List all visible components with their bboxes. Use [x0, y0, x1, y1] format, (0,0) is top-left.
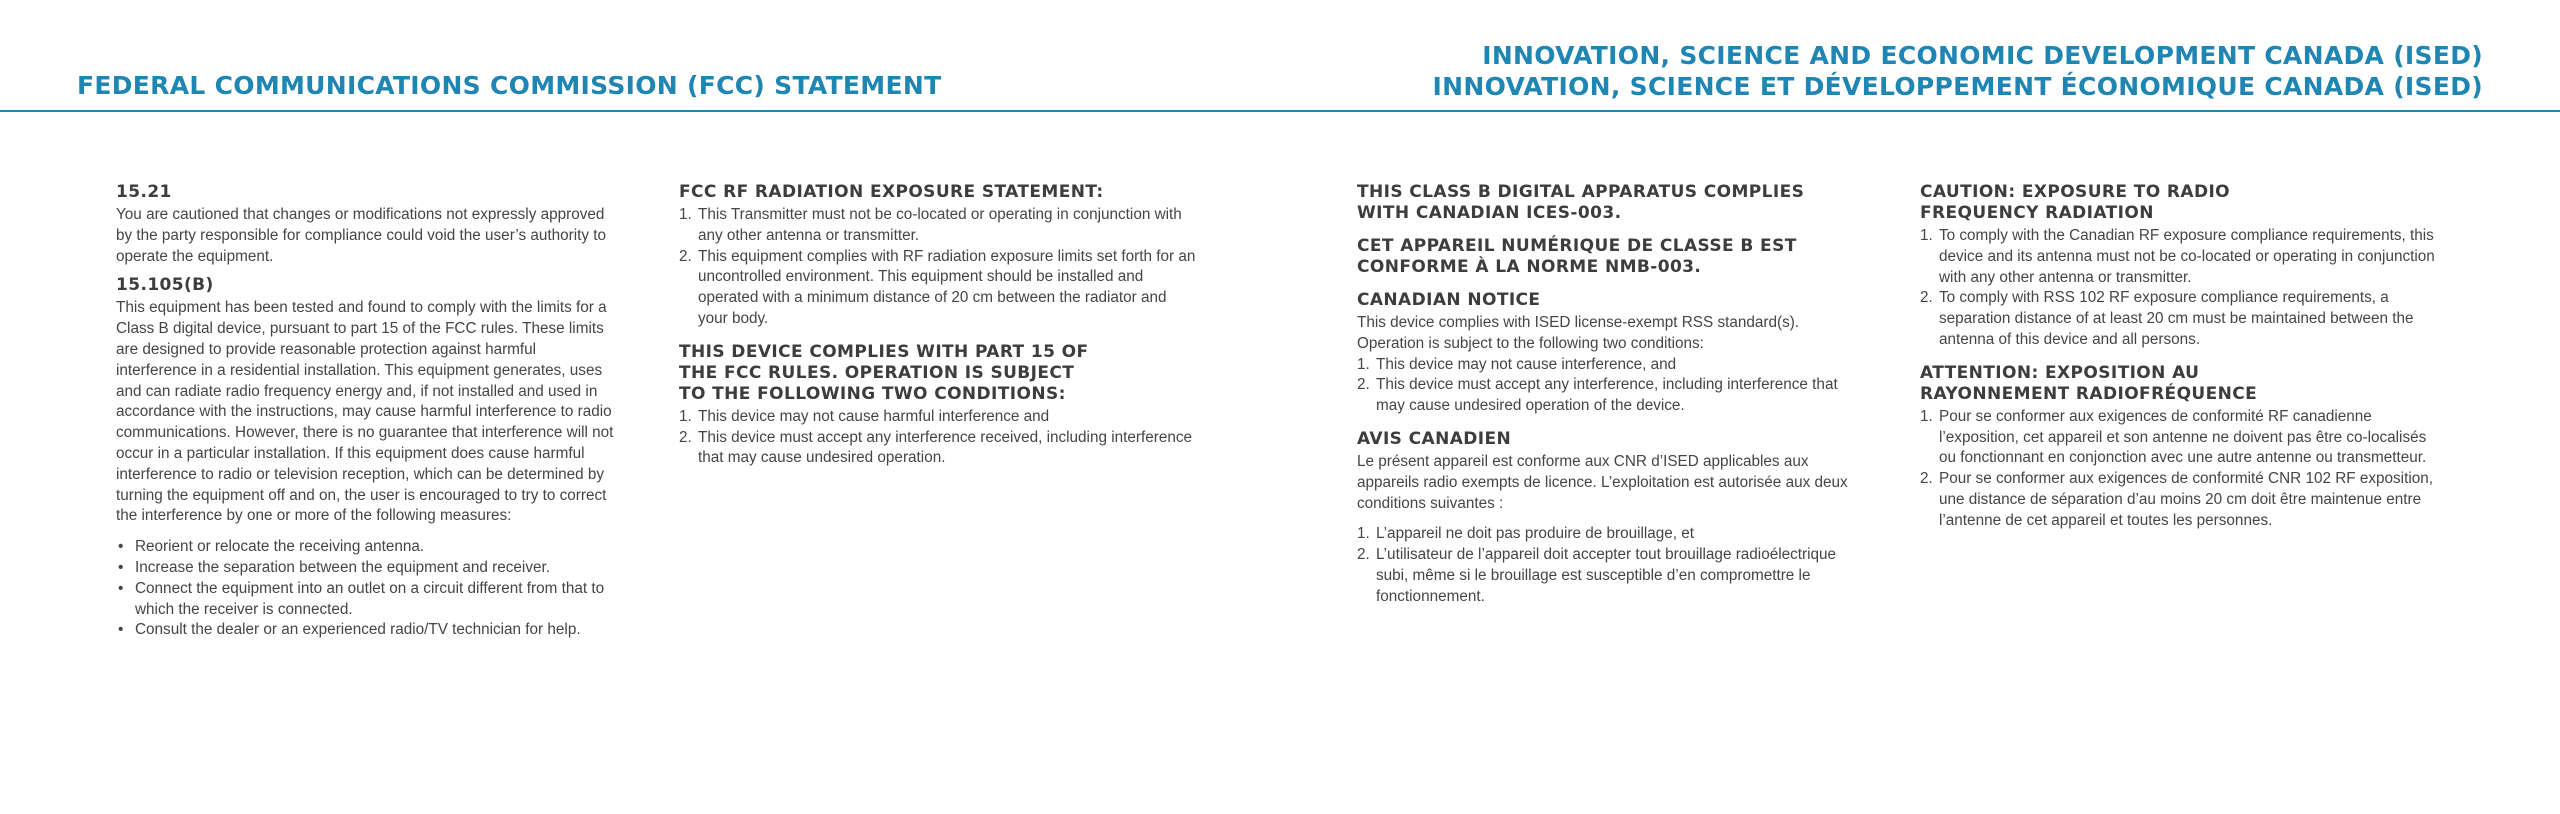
column-rf-caution — [1920, 182, 2445, 532]
list-item: 1. This device may not cause harmful interference and — [679, 407, 1050, 425]
column-fcc-exposure — [679, 182, 1199, 469]
heading-part-15: THIS DEVICE COMPLIES WITH PART 15 OF THE FCC RULES. OPERATION IS SUBJECT TO THE FOLLOWING TWO CONDITIONS: — [679, 341, 1089, 404]
list-item: 2. Pour se conformer aux exigences de conformité CNR 102 RF exposition, une distance de séparation d’au moins 20 cm doit être maintenue entre l’antenne de cet appareil et toutes les personnes. — [1920, 470, 2433, 529]
list-item: 2. To comply with RSS 102 RF exposure compliance requirements, a separation distance of at least 20 cm must be maintained between the antenna of this device and all persons. — [1920, 289, 2414, 348]
heading-caution-exposure: CAUTION: EXPOSURE TO RADIO FREQUENCY RADIATION — [1920, 182, 2231, 223]
list-item: 2. This equipment complies with RF radiation exposure limits set forth for an uncontrolled environment. This equipment should be installed and operated with a minimum distance of 20 cm between the radiator and your body. — [679, 247, 1196, 327]
canadian-conditions-list — [1357, 355, 1862, 417]
paragraph-15-21: You are cautioned that changes or modifications not expressly approved by the party responsible for compliance could void the user’s authority to operate the equipment. — [116, 206, 607, 265]
heading-ices-003: THIS CLASS B DIGITAL APPARATUS COMPLIES WITH CANADIAN ICES-003. — [1357, 182, 1805, 223]
paragraph-canadian-notice: This device complies with ISED license-exempt RSS standard(s). Operation is subject to the following two conditions: — [1357, 314, 1800, 352]
paragraph-avis-canadien: Le présent appareil est conforme aux CNR d’ISED applicables aux appareils radio exempts de licence. L’exploitation est autorisée aux deux conditions suivantes : — [1357, 452, 1848, 512]
list-item: 1. To comply with the Canadian RF exposure compliance requirements, this device and its antenna must not be co-located or operating in conjunction with any other antenna or transmitter. — [1920, 227, 2435, 286]
measures-list — [116, 537, 621, 641]
heading-15-105b: 15.105(B) — [116, 275, 214, 296]
caution-list — [1920, 226, 2445, 351]
heading-canadian-notice: CANADIAN NOTICE — [1357, 290, 1541, 310]
list-item: 1. This Transmitter must not be co-located or operating in conjunction with any other antenna or transmitter. — [679, 206, 1182, 244]
conditions-list — [679, 407, 1199, 469]
list-item: 1. This device may not cause interference, and — [1357, 355, 1677, 373]
ised-title-french: INNOVATION, SCIENCE ET DÉVELOPPEMENT ÉCONOMIQUE CANADA (ISED) — [1432, 72, 2483, 101]
list-item: 1. Pour se conformer aux exigences de conformité RF canadienne l’exposition, cet appareil et son antenne ne doivent pas être co-localisés ou fonctionnant en conjonction avec une autre antenne ou transmetteur. — [1920, 407, 2427, 467]
attention-list — [1920, 407, 2445, 532]
header-divider — [0, 110, 2560, 112]
avis-conditions-list — [1357, 524, 1862, 607]
list-item: 2. L’utilisateur de l’appareil doit accepter tout brouillage radioélectrique subi, même si le brouillage est susceptible d’en compromettre le fonctionnement. — [1357, 546, 1837, 605]
ised-title-english: INNOVATION, SCIENCE AND ECONOMIC DEVELOPMENT CANADA (ISED) — [1482, 41, 2483, 70]
list-item: • Connect the equipment into an outlet on a circuit different from that to which the receiver is connected. — [118, 579, 605, 618]
heading-attention-exposition: ATTENTION: EXPOSITION AU RAYONNEMENT RADIOFRÉQUENCE — [1920, 362, 2258, 404]
list-item: • Reorient or relocate the receiving antenna. — [118, 538, 425, 556]
list-item: 2. This device must accept any interference, including interference that may cause undesired operation of the device. — [1357, 376, 1838, 415]
heading-15-21: 15.21 — [116, 182, 172, 202]
heading-avis-canadien: AVIS CANADIEN — [1357, 428, 1512, 449]
ised-section-title — [1433, 40, 2483, 102]
rf-exposure-list — [679, 205, 1199, 330]
list-item: • Consult the dealer or an experienced radio/TV technician for help. — [118, 621, 581, 639]
heading-rf-exposure: FCC RF RADIATION EXPOSURE STATEMENT: — [679, 182, 1104, 202]
list-item: 2. This device must accept any interference received, including interference that may cause undesired operation. — [679, 428, 1193, 467]
list-item: 1. L’appareil ne doit pas produire de brouillage, et — [1357, 525, 1695, 543]
fcc-section-title: FEDERAL COMMUNICATIONS COMMISSION (FCC) STATEMENT — [77, 71, 942, 100]
paragraph-15-105b: This equipment has been tested and found to comply with the limits for a Class B digital device, pursuant to part 15 of the FCC rules. These limits are designed to provide reasonable protection against harmful interference in a residential installation. This equipment generates, uses and can radiate radio frequency energy and, if not installed and used in accordance with the instructions, may cause harmful interference to radio communications. However, there is no guarantee that interference will not occur in a particular installation. If this equipment does cause harmful interference to radio or television reception, which can be determined by turning the equipment off and on, the user is encouraged to try to correct the interference by one or more of the following measures: — [116, 299, 614, 525]
list-item: • Increase the separation between the equipment and receiver. — [118, 558, 550, 576]
column-fcc-rules — [116, 182, 621, 641]
column-canadian-notice — [1357, 182, 1862, 608]
heading-nmb-003: CET APPAREIL NUMÉRIQUE DE CLASSE B EST CONFORME À LA NORME NMB-003. — [1357, 236, 1797, 277]
